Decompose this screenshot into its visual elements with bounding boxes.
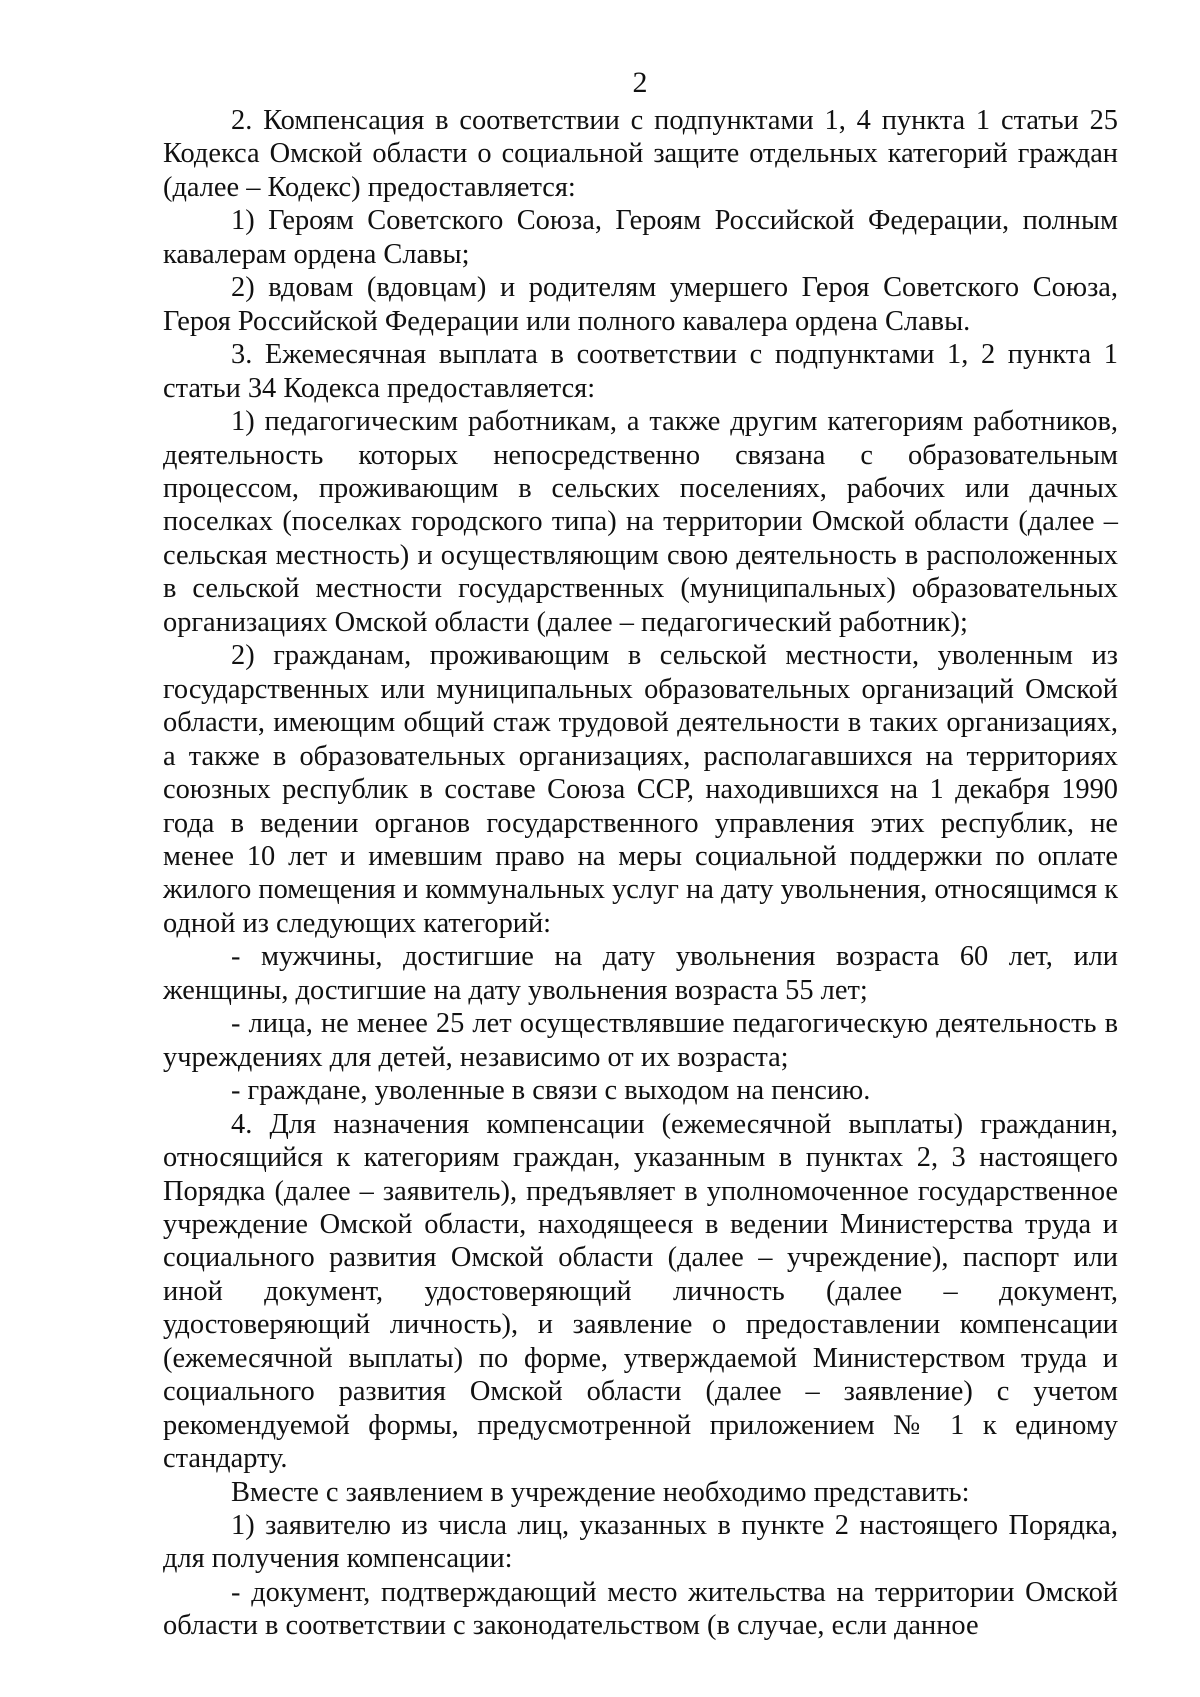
paragraph-documents-intro: Вместе с заявлением в учреждение необходимо представить: bbox=[231, 1476, 970, 1508]
paragraph-bullet-age: - мужчины, достигшие на дату увольнения возраста 60 лет, или женщины, достигшие на дату увольнения возраста 55 лет; bbox=[163, 941, 1118, 1006]
paragraph-subitem-3-2: 2) гражданам, проживающим в сельской местности, уволенным из государственных или муниципальных образовательных организаций Омской области, имеющим общий стаж трудовой деятельности в таких организациях, а также в образовательных организациях, располагавшихся на территориях союзных республик в составе Союза ССР, находившихся на 1 декабря 1990 года в ведении органов государственного управления этих республик, не менее 10 лет и имевшим право на меры социальной поддержки по оплате жилого помещения и коммунальных услуг на дату увольнения, относящимся к одной из следующих категорий: bbox=[163, 640, 1118, 939]
paragraph-bullet-pension: - граждане, уволенные в связи с выходом на пенсию. bbox=[231, 1075, 871, 1107]
document-body bbox=[163, 104, 1118, 1643]
page-number: 2 bbox=[632, 66, 648, 99]
paragraph-item-4: 4. Для назначения компенсации (ежемесячной выплаты) гражданин, относящийся к категориям граждан, указанным в пунктах 2, 3 настоящего Порядка (далее – заявитель), предъявляет в уполномоченное государственное учреждение Омской области, находящееся в ведении Министерства труда и социального развития Омской области (далее – учреждение), паспорт или иной документ, удостоверяющий личность (далее – документ, удостоверяющий личность), и заявление о предоставлении компенсации (ежемесячной выплаты) по форме, утверждаемой Министерством труда и социального развития Омской области (далее – заявление) с учетом рекомендуемой формы, предусмотренной приложением № 1 к единому стандарту. bbox=[163, 1108, 1118, 1475]
paragraph-subitem-2-2: 2) вдовам (вдовцам) и родителям умершего Героя Советского Союза, Героя Российской Федерации или полного кавалера ордена Славы. bbox=[163, 272, 1118, 337]
paragraph-bullet-experience: - лица, не менее 25 лет осуществлявшие педагогическую деятельность в учреждениях для детей, независимо от их возраста; bbox=[163, 1008, 1118, 1073]
paragraph-item-2: 2. Компенсация в соответствии с подпунктами 1, 4 пункта 1 статьи 25 Кодекса Омской области о социальной защите отдельных категорий граждан (далее – Кодекс) предоставляется: bbox=[163, 105, 1118, 203]
paragraph-item-3: 3. Ежемесячная выплата в соответствии с подпунктами 1, 2 пункта 1 статьи 34 Кодекса предоставляется: bbox=[163, 339, 1118, 404]
paragraph-subitem-3-1: 1) педагогическим работникам, а также другим категориям работников, деятельность которых непосредственно связана с образовательным процессом, проживающим в сельских поселениях, рабочих или дачных поселках (поселках городского типа) на территории Омской области (далее – сельская местность) и осуществляющим свою деятельность в расположенных в сельской местности государственных (муниципальных) образовательных организациях Омской области (далее – педагогический работник); bbox=[163, 406, 1118, 638]
paragraph-documents-bullet-residence: - документ, подтверждающий место жительства на территории Омской области в соответствии с законодательством (в случае, если данное bbox=[163, 1576, 1118, 1642]
paragraph-subitem-2-1: 1) Героям Советского Союза, Героям Российской Федерации, полным кавалерам ордена Славы; bbox=[163, 205, 1118, 270]
paragraph-documents-subitem-1: 1) заявителю из числа лиц, указанных в пункте 2 настоящего Порядка, для получения компенсации: bbox=[163, 1510, 1118, 1575]
